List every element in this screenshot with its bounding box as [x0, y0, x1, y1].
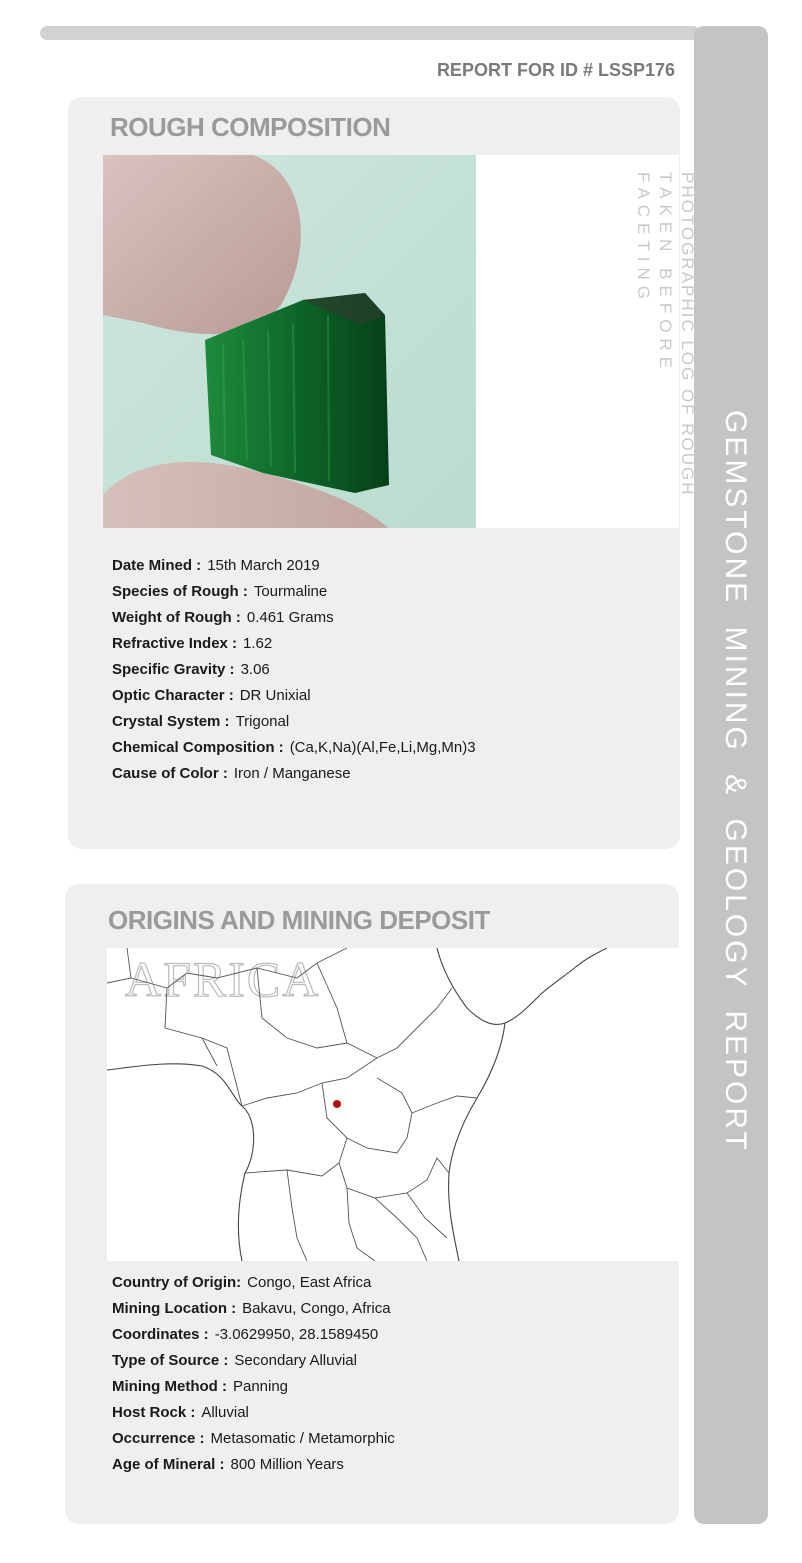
- field-value: 15th March 2019: [207, 557, 320, 574]
- mine-location-marker: [333, 1100, 341, 1108]
- field-label: Mining Location :: [112, 1300, 237, 1317]
- field-date-mined: [112, 553, 476, 579]
- report-id: REPORT FOR ID # LSSP176: [436, 60, 675, 80]
- field-chemical-composition: [112, 735, 476, 761]
- field-label: Date Mined :: [112, 557, 202, 574]
- field-label: Cause of Color :: [112, 765, 228, 782]
- field-weight: [112, 605, 476, 631]
- field-label: Optic Character :: [112, 687, 234, 704]
- finger-top: [103, 155, 301, 334]
- field-value: 0.461 Grams: [246, 609, 334, 626]
- field-label: Chemical Composition :: [112, 739, 284, 756]
- origin-fields: [112, 1270, 395, 1478]
- field-label: Age of Mineral :: [112, 1456, 225, 1473]
- field-age-of-mineral: [112, 1452, 395, 1478]
- rough-photo-area: [103, 155, 679, 528]
- rough-composition-title: ROUGH COMPOSITION: [110, 112, 391, 142]
- field-value: Alluvial: [201, 1404, 249, 1421]
- field-value: (Ca,K,Na)(Al,Fe,Li,Mg,Mn)3: [289, 739, 476, 756]
- field-value: Tourmaline: [253, 583, 328, 600]
- field-label: Coordinates :: [112, 1326, 209, 1343]
- field-species: [112, 579, 476, 605]
- field-cause-of-color: [112, 761, 476, 787]
- rough-fields: [112, 553, 476, 787]
- field-mining-method: [112, 1374, 395, 1400]
- field-country-of-origin: [112, 1270, 395, 1296]
- field-value: 1.62: [243, 635, 273, 652]
- field-label: Type of Source :: [112, 1352, 229, 1369]
- field-label: Species of Rough :: [112, 583, 248, 600]
- field-host-rock: [112, 1400, 395, 1426]
- field-optic-character: [112, 683, 476, 709]
- map-area: [107, 948, 679, 1261]
- field-value: Iron / Manganese: [233, 765, 351, 782]
- field-value: DR Unixial: [239, 687, 311, 704]
- top-decor-bar: [40, 26, 700, 40]
- field-value: Panning: [232, 1378, 289, 1395]
- gemstone-photo: [103, 155, 476, 528]
- field-value: 800 Million Years: [230, 1456, 344, 1473]
- field-label: Host Rock :: [112, 1404, 196, 1421]
- photo-caption: [632, 172, 698, 512]
- field-label: Weight of Rough :: [112, 609, 241, 626]
- field-type-of-source: [112, 1348, 395, 1374]
- map-label: AFRICA: [125, 951, 321, 1007]
- field-value: -3.0629950, 28.1589450: [214, 1326, 379, 1343]
- field-value: Secondary Alluvial: [234, 1352, 357, 1369]
- field-refractive-index: [112, 631, 476, 657]
- field-coordinates: [112, 1322, 395, 1348]
- origins-title: ORIGINS AND MINING DEPOSIT: [108, 905, 490, 935]
- field-label: Country of Origin:: [112, 1274, 242, 1291]
- side-banner-title: GEMSTONE MINING & GEOLOGY REPORT: [719, 410, 752, 1153]
- field-specific-gravity: [112, 657, 476, 683]
- field-value: 3.06: [240, 661, 270, 678]
- field-label: Specific Gravity :: [112, 661, 235, 678]
- field-label: Occurrence :: [112, 1430, 205, 1447]
- africa-map: [107, 948, 679, 1261]
- field-label: Crystal System :: [112, 713, 230, 730]
- field-value: Metasomatic / Metamorphic: [210, 1430, 395, 1447]
- field-value: Congo, East Africa: [247, 1274, 372, 1291]
- field-label: Refractive Index :: [112, 635, 238, 652]
- field-label: Mining Method :: [112, 1378, 227, 1395]
- field-mining-location: [112, 1296, 395, 1322]
- photo-caption-line1: PHOTOGRAPHIC LOG OF ROUGH: [678, 172, 697, 497]
- field-value: Trigonal: [235, 713, 290, 730]
- field-crystal-system: [112, 709, 476, 735]
- field-occurrence: [112, 1426, 395, 1452]
- photo-caption-line2: TAKEN BEFORE FACETING: [634, 172, 675, 375]
- field-value: Bakavu, Congo, Africa: [242, 1300, 391, 1317]
